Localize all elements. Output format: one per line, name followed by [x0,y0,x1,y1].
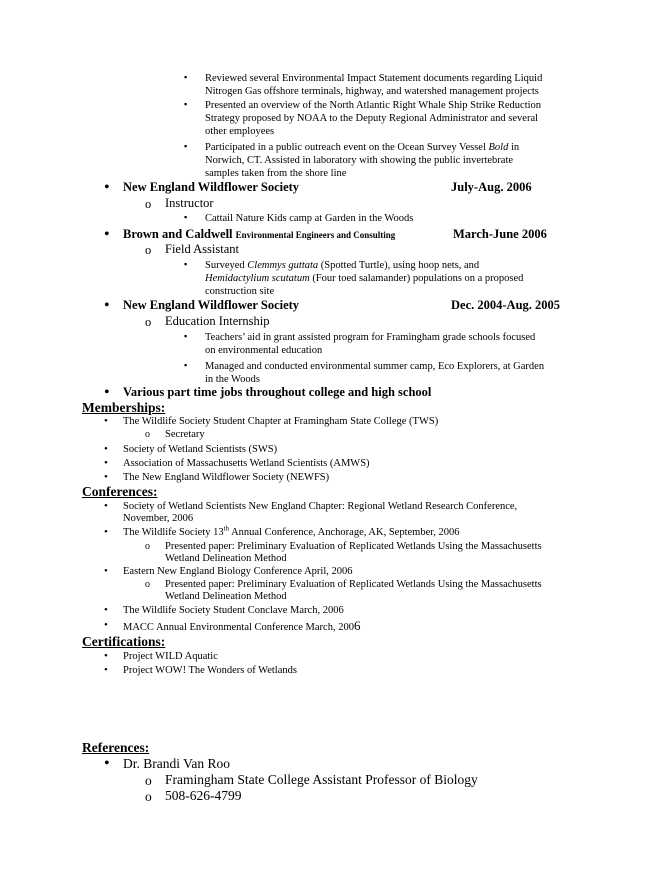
section-heading-memberships: Memberships: [82,400,166,415]
square-bullet-icon: ▪ [184,331,188,341]
bullet-icon: • [104,457,108,469]
list-item: The Wildlife Society 13th Annual Conference, Anchorage, AK, September, 2006 [123,524,460,538]
list-item: The Wildlife Society Student Conclave March, 2006 [123,605,344,616]
square-bullet-icon: ▪ [184,141,188,151]
square-bullet-icon: ▪ [184,72,188,82]
circle-bullet-icon: o [145,579,150,590]
job-role: Instructor [165,196,214,210]
list-item: Presented paper: Preliminary Evaluation of Replicated Wetlands Using the Massachusetts [165,541,542,552]
bullet-icon: • [104,526,108,538]
bullet-text: Surveyed Clemmys guttata (Spotted Turtle), using hoop nets, and [205,260,480,271]
circle-bullet-icon: o [145,315,152,329]
list-item: Wetland Delineation Method [165,553,287,564]
list-item: MACC Annual Environmental Conference March, 2006 [123,618,361,633]
bullet-icon: • [104,755,110,772]
reference-name: Dr. Brandi Van Roo [123,756,230,771]
bullet-text: construction site [205,286,275,297]
job-role: Education Internship [165,314,270,328]
bullet-icon: • [104,179,110,196]
bullet-text: other employees [205,126,275,137]
bullet-text: Managed and conducted environmental summer camp, Eco Explorers, at Garden [205,361,545,372]
list-item: November, 2006 [123,513,194,524]
list-item: Society of Wetland Scientists (SWS) [123,444,278,455]
square-bullet-icon: ▪ [184,259,188,269]
square-bullet-icon: ▪ [184,212,188,222]
job-role: Field Assistant [165,242,239,256]
bullet-icon: • [104,664,108,676]
bullet-icon: • [104,297,110,314]
square-bullet-icon: ▪ [184,99,188,109]
list-item: Presented paper: Preliminary Evaluation of Replicated Wetlands Using the Massachusetts [165,579,542,590]
list-item: Project WILD Aquatic [123,651,218,662]
circle-bullet-icon: o [145,789,152,804]
job-dates: Dec. 2004-Aug. 2005 [451,298,561,312]
list-item: Project WOW! The Wonders of Wetlands [123,665,297,676]
circle-bullet-icon: o [145,243,152,257]
section-heading-certifications: Certifications: [82,634,166,649]
bullet-icon: • [104,565,108,577]
bullet-icon: • [104,604,108,616]
reference-title: Framingham State College Assistant Professor of Biology [165,772,478,787]
circle-bullet-icon: o [145,429,150,440]
bullet-icon: • [104,650,108,662]
section-heading-references: References: [82,740,150,755]
job-dates: March-June 2006 [453,227,547,241]
bullet-text: Strategy proposed by NOAA to the Deputy Regional Administrator and several [205,113,539,124]
bullet-icon: • [104,500,108,512]
bullet-icon: • [104,443,108,455]
list-item: Secretary [165,429,205,440]
bullet-icon: • [104,619,108,631]
bullet-text: Norwich, CT. Assisted in laboratory with showing the public invertebrate [205,155,514,166]
job-org: Brown and Caldwell Environmental Engineers and Consulting [123,227,396,241]
job-org: New England Wildflower Society [123,180,300,194]
list-item: The Wildlife Society Student Chapter at Framingham State College (TWS) [123,416,439,427]
bullet-text: Presented an overview of the North Atlantic Right Whale Ship Strike Reduction [205,100,542,111]
bullet-text: Participated in a public outreach event on the Ocean Survey Vessel Bold in [205,142,520,153]
list-item: Association of Massachusetts Wetland Scientists (AMWS) [123,458,370,469]
circle-bullet-icon: o [145,541,150,552]
bullet-text: on environmental education [205,345,323,356]
bullet-text: Teachers’ aid in grant assisted program for Framingham grade schools focused [205,332,536,343]
bullet-text: in the Woods [205,374,260,385]
bullet-text: samples taken from the shore line [205,168,347,179]
bullet-icon: • [104,415,108,427]
list-item: Eastern New England Biology Conference April, 2006 [123,566,353,577]
bullet-text: Reviewed several Environmental Impact Statement documents regarding Liquid [205,73,543,84]
various-jobs: Various part time jobs throughout college and high school [123,385,432,399]
square-bullet-icon: ▪ [184,360,188,370]
circle-bullet-icon: o [145,197,152,211]
bullet-text: Cattail Nature Kids camp at Garden in the Woods [205,213,414,224]
reference-phone: 508-626-4799 [165,788,242,803]
bullet-icon: • [104,471,108,483]
bullet-text: Hemidactylium scutatum (Four toed salamander) populations on a proposed [205,273,524,284]
bullet-icon: • [104,226,110,243]
bullet-text: Nitrogen Gas offshore terminals, highway, and watershed management projects [205,86,539,97]
section-heading-conferences: Conferences: [82,484,158,499]
circle-bullet-icon: o [145,773,152,788]
list-item: The New England Wildflower Society (NEWFS) [123,472,330,483]
job-dates: July-Aug. 2006 [451,180,532,194]
bullet-icon: • [104,384,110,401]
job-org: New England Wildflower Society [123,298,300,312]
list-item: Wetland Delineation Method [165,591,287,602]
list-item: Society of Wetland Scientists New England Chapter: Regional Wetland Research Conference, [123,501,518,512]
